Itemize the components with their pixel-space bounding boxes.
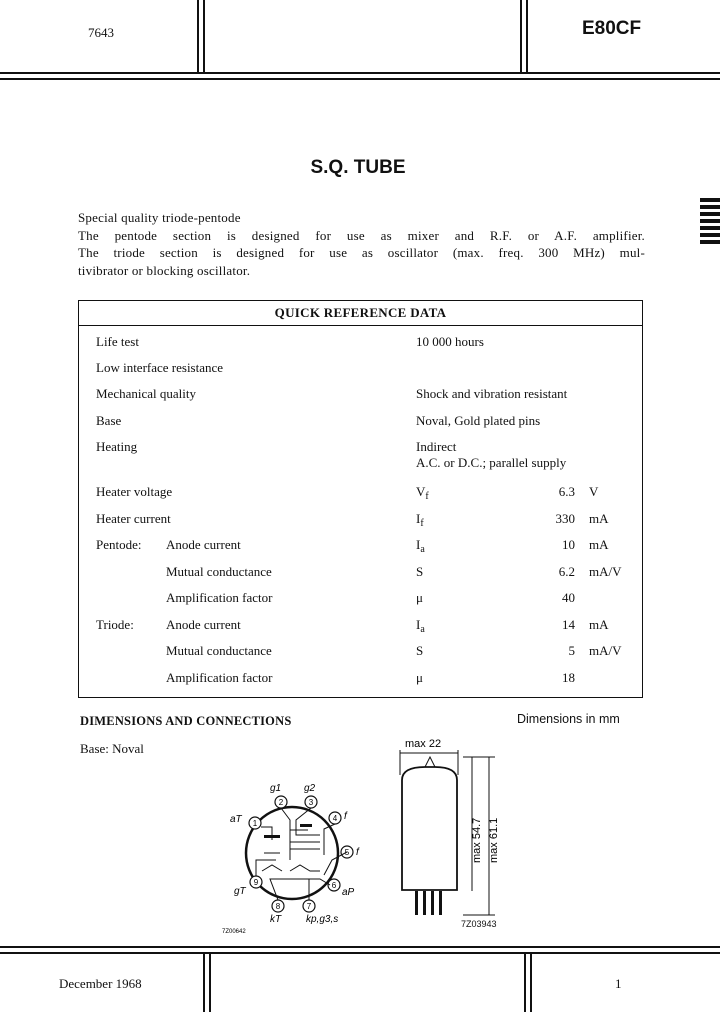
symbol-text: V [416, 484, 426, 499]
table-row [79, 359, 642, 377]
footer-rule [0, 946, 720, 948]
tube-outline-drawing [395, 735, 520, 933]
row-value: Shock and vibration resistant [416, 386, 568, 401]
row-label: Heater voltage [96, 484, 173, 499]
row-label: Low interface resistance [96, 360, 224, 375]
table-row [79, 510, 642, 528]
header-divider [197, 0, 199, 74]
intro-line: The triode section is designed for use as oscillator (max. freq. 300 MHz) mul- [78, 245, 645, 261]
header-divider [520, 0, 522, 72]
row-label: Mechanical quality [96, 386, 196, 401]
row-label: Base [96, 413, 122, 428]
footer-rule [0, 952, 720, 954]
symbol-text: I [416, 617, 421, 632]
header-divider [203, 0, 205, 72]
edge-index-marker [700, 198, 720, 246]
row-number: 6.3 [558, 484, 575, 499]
table-row [79, 589, 642, 607]
row-unit: mA [589, 537, 609, 552]
symbol-subscript: a [420, 624, 425, 635]
gT-label: gT [234, 886, 246, 897]
table-row [79, 412, 642, 430]
symbol-text: S [416, 643, 424, 658]
base-connection-diagram [220, 775, 370, 935]
row-label: Heating [96, 439, 138, 454]
footer-divider [530, 952, 532, 1012]
header-divider [526, 0, 528, 72]
kT-label: kT [270, 914, 282, 925]
row-symbol [416, 483, 429, 501]
pin-6-label: 6 [331, 881, 337, 890]
doc-number: 7643 [88, 25, 114, 40]
quick-reference-table [78, 300, 643, 698]
page-title: S.Q. TUBE [310, 157, 406, 178]
aT-label: aT [230, 814, 242, 825]
g1-label: g1 [270, 783, 282, 794]
table-row [79, 454, 642, 472]
row-value: A.C. or D.C.; parallel supply [416, 455, 567, 470]
row-symbol [416, 563, 423, 581]
row-number: 5 [568, 643, 575, 658]
intro-line: tivibrator or blocking oscillator. [78, 262, 251, 278]
table-row [79, 563, 642, 581]
row-unit: mA/V [589, 643, 622, 658]
table-row [79, 483, 642, 501]
table-row [79, 616, 642, 634]
row-symbol [416, 642, 423, 660]
row-symbol [416, 510, 424, 528]
max-body-length-label: max 54.7 [471, 817, 483, 863]
table-row [79, 642, 642, 660]
row-unit: V [589, 484, 599, 499]
row-number: 40 [562, 590, 575, 605]
row-number: 330 [555, 511, 575, 526]
footer-divider [203, 954, 205, 1012]
pin-4-label: 4 [332, 814, 338, 823]
pin-1-label: 1 [252, 819, 258, 828]
header-rule [0, 72, 720, 74]
row-number: 6.2 [558, 564, 575, 579]
row-symbol [416, 536, 425, 554]
row-unit: mA/V [589, 564, 622, 579]
row-label: Life test [96, 334, 139, 349]
pin-8-label: 8 [275, 902, 281, 911]
kp-label: kp,g3,s [306, 914, 339, 925]
dimensions-heading: DIMENSIONS AND CONNECTIONS [80, 714, 292, 728]
symbol-text: μ [416, 590, 423, 605]
pin-5-label: 5 [344, 848, 350, 857]
row-unit: mA [589, 511, 609, 526]
row-symbol [416, 589, 423, 607]
g2-label: g2 [304, 783, 316, 794]
row-number: 10 [562, 537, 575, 552]
dimensions-units-note: Dimensions in mm [517, 712, 620, 726]
intro-line: Special quality triode-pentode [78, 210, 241, 225]
row-value: Noval, Gold plated pins [416, 413, 541, 428]
row-sublabel: Amplification factor [166, 590, 273, 605]
row-value: 10 000 hours [416, 334, 484, 349]
table-row [79, 333, 642, 351]
symbol-subscript: f [425, 491, 429, 502]
row-sublabel: Anode current [166, 617, 241, 632]
row-sublabel: Amplification factor [166, 670, 273, 685]
type-number: E80CF [582, 18, 642, 39]
pin-2-label: 2 [278, 798, 284, 807]
page-number: 1 [615, 976, 622, 991]
row-symbol [416, 616, 425, 634]
row-sublabel: Anode current [166, 537, 241, 552]
row-unit: mA [589, 617, 609, 632]
aP-label: aP [342, 887, 355, 898]
header-rule [0, 78, 720, 80]
max-total-length-label: max 61.1 [488, 817, 500, 863]
row-number: 18 [562, 670, 575, 685]
row-symbol [416, 669, 423, 687]
row-number: 14 [562, 617, 575, 632]
table-title: QUICK REFERENCE DATA [79, 301, 642, 326]
row-sublabel: Mutual conductance [166, 564, 272, 579]
row-sublabel: Mutual conductance [166, 643, 272, 658]
max-diameter-label: max 22 [405, 738, 442, 750]
row-label: Pentode: [96, 537, 142, 552]
table-row [79, 669, 642, 687]
base-type: Base: Noval [80, 741, 144, 756]
footer-divider [524, 952, 526, 1012]
symbol-text: I [416, 537, 421, 552]
footer-date: December 1968 [59, 976, 142, 991]
table-row [79, 536, 642, 554]
symbol-subscript: a [420, 544, 425, 555]
row-label: Heater current [96, 511, 171, 526]
intro-line: The pentode section is designed for use as mixer and R.F. or A.F. amplifier. [78, 227, 645, 243]
symbol-text: S [416, 564, 424, 579]
base-figure-code: 7Z00642 [222, 929, 246, 935]
pin-3-label: 3 [308, 798, 314, 807]
footer-divider [209, 952, 211, 1012]
f-pin4-label: f [344, 811, 347, 822]
intro-paragraph [78, 209, 645, 279]
pin-9-label: 9 [253, 878, 259, 887]
outline-figure-code: 7Z03943 [461, 919, 497, 929]
row-value: Indirect [416, 439, 457, 454]
symbol-text: μ [416, 670, 423, 685]
row-label: Triode: [96, 617, 134, 632]
symbol-text: I [416, 511, 421, 526]
symbol-subscript: f [420, 518, 424, 529]
pin-7-label: 7 [306, 902, 312, 911]
table-row [79, 385, 642, 403]
f-pin5-label: f [356, 847, 359, 858]
